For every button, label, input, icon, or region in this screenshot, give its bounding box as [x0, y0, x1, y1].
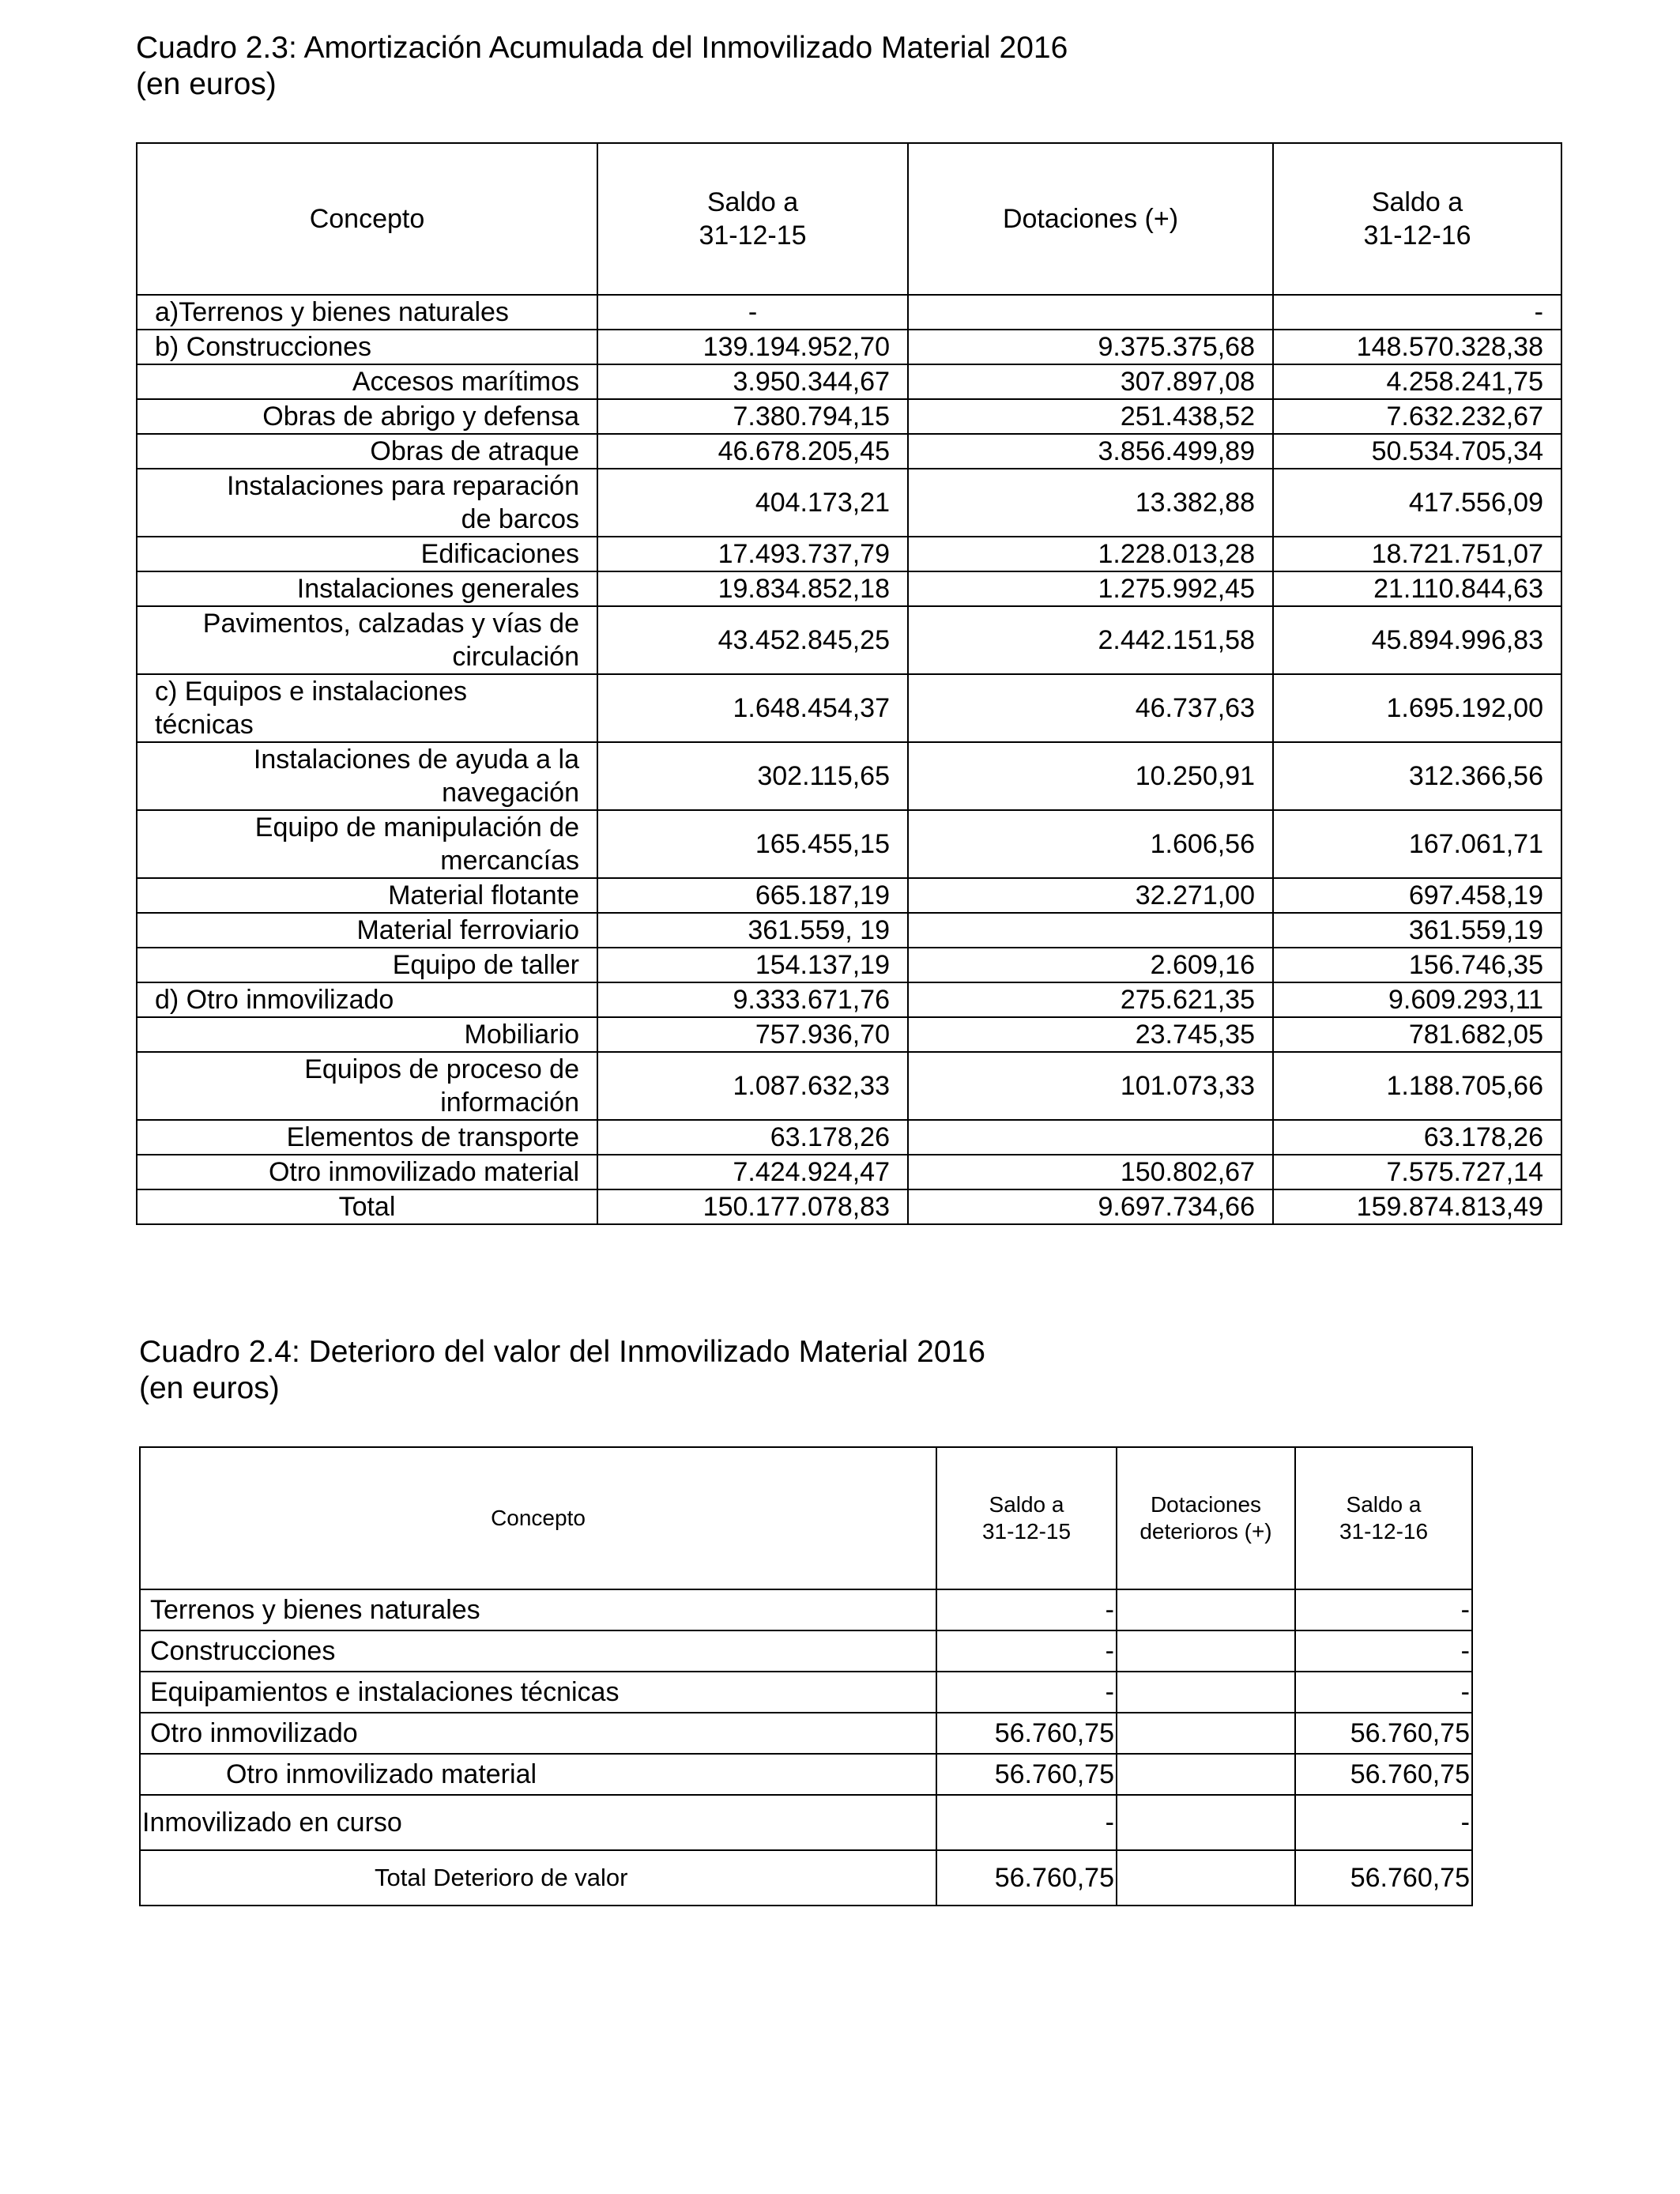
- row-saldo-2015: 63.178,26: [597, 1120, 908, 1155]
- row-dotaciones: [908, 1120, 1273, 1155]
- table-row: [137, 948, 1561, 982]
- row-saldo-2015: 43.452.845,25: [597, 606, 908, 674]
- row-concept: Accesos marítimos: [137, 364, 597, 399]
- row-concept: Inmovilizado en curso: [140, 1795, 936, 1850]
- table-row: [137, 364, 1561, 399]
- header-concepto: Concepto: [140, 1447, 936, 1589]
- row-saldo-2016: 9.609.293,11: [1273, 982, 1561, 1017]
- row-saldo-2016: 45.894.996,83: [1273, 606, 1561, 674]
- row-dotaciones: 3.856.499,89: [908, 434, 1273, 469]
- row-saldo-2016: -: [1273, 295, 1561, 330]
- row-concept: Terrenos y bienes naturales: [140, 1589, 936, 1630]
- row-dotaciones: [1117, 1795, 1295, 1850]
- row-saldo-2016: -: [1295, 1589, 1472, 1630]
- table-row: [137, 982, 1561, 1017]
- row-saldo-2015: 19.834.852,18: [597, 571, 908, 606]
- row-saldo-2016: 7.575.727,14: [1273, 1155, 1561, 1189]
- table-header-row: [140, 1447, 1472, 1589]
- table-row: [137, 399, 1561, 434]
- row-saldo-2015: 56.760,75: [936, 1754, 1117, 1795]
- row-dotaciones: 23.745,35: [908, 1017, 1273, 1052]
- row-saldo-2015: -: [597, 295, 908, 330]
- row-dotaciones: 1.275.992,45: [908, 571, 1273, 606]
- row-saldo-2016: 417.556,09: [1273, 469, 1561, 537]
- row-saldo-2015: 3.950.344,67: [597, 364, 908, 399]
- row-dotaciones: 150.802,67: [908, 1155, 1273, 1189]
- row-concept: a)Terrenos y bienes naturales: [137, 295, 597, 330]
- row-dotaciones: 2.442.151,58: [908, 606, 1273, 674]
- row-concept: Pavimentos, calzadas y vías de circulación: [137, 606, 597, 674]
- row-concept: Equipamientos e instalaciones técnicas: [140, 1672, 936, 1713]
- row-saldo-2016: -: [1295, 1630, 1472, 1672]
- row-concept: b) Construcciones: [137, 330, 597, 364]
- row-dotaciones: 32.271,00: [908, 878, 1273, 913]
- row-saldo-2015: 9.333.671,76: [597, 982, 908, 1017]
- amortizacion-table: [136, 142, 1562, 1225]
- total-saldo-2015: 150.177.078,83: [597, 1189, 908, 1224]
- table-row: [140, 1795, 1472, 1850]
- row-concept: Obras de abrigo y defensa: [137, 399, 597, 434]
- row-concept: Equipo de manipulación de mercancías: [137, 810, 597, 878]
- header-saldo-2016: Saldo a 31-12-16: [1295, 1447, 1472, 1589]
- row-dotaciones: [1117, 1630, 1295, 1672]
- row-saldo-2015: 1.648.454,37: [597, 674, 908, 742]
- cuadro-2-4-title-units: (en euros): [139, 1371, 280, 1405]
- row-dotaciones: 1.606,56: [908, 810, 1273, 878]
- row-saldo-2015: -: [936, 1795, 1117, 1850]
- row-concept: Elementos de transporte: [137, 1120, 597, 1155]
- row-saldo-2016: -: [1295, 1672, 1472, 1713]
- header-saldo-2015: Saldo a 31-12-15: [597, 143, 908, 295]
- row-saldo-2015: 46.678.205,45: [597, 434, 908, 469]
- table-row: [137, 742, 1561, 810]
- row-concept: Obras de atraque: [137, 434, 597, 469]
- row-saldo-2015: 165.455,15: [597, 810, 908, 878]
- row-saldo-2015: 1.087.632,33: [597, 1052, 908, 1120]
- row-dotaciones: [908, 913, 1273, 948]
- row-saldo-2015: -: [936, 1672, 1117, 1713]
- row-saldo-2016: 63.178,26: [1273, 1120, 1561, 1155]
- table-row: [137, 606, 1561, 674]
- table-row: [140, 1672, 1472, 1713]
- row-saldo-2016: 56.760,75: [1295, 1754, 1472, 1795]
- header-saldo-2016: Saldo a 31-12-16: [1273, 143, 1561, 295]
- row-concept: Otro inmovilizado: [140, 1713, 936, 1754]
- table-row: [137, 1155, 1561, 1189]
- table-row: [137, 1017, 1561, 1052]
- table-row: [140, 1589, 1472, 1630]
- row-saldo-2015: 17.493.737,79: [597, 537, 908, 571]
- row-saldo-2016: 21.110.844,63: [1273, 571, 1561, 606]
- total-saldo-2016: 56.760,75: [1295, 1850, 1472, 1906]
- row-saldo-2015: 139.194.952,70: [597, 330, 908, 364]
- row-dotaciones: 2.609,16: [908, 948, 1273, 982]
- table-row: [137, 571, 1561, 606]
- row-saldo-2016: 361.559,19: [1273, 913, 1561, 948]
- row-concept: Equipo de taller: [137, 948, 597, 982]
- total-dotaciones: [1117, 1850, 1295, 1906]
- row-concept: Instalaciones de ayuda a la navegación: [137, 742, 597, 810]
- row-saldo-2016: 1.188.705,66: [1273, 1052, 1561, 1120]
- table-row: [137, 295, 1561, 330]
- table-row: [137, 1052, 1561, 1120]
- total-row: [140, 1850, 1472, 1906]
- row-dotaciones: 9.375.375,68: [908, 330, 1273, 364]
- table-row: [137, 434, 1561, 469]
- row-saldo-2016: 697.458,19: [1273, 878, 1561, 913]
- table-row: [137, 1120, 1561, 1155]
- row-concept: c) Equipos e instalaciones técnicas: [137, 674, 597, 742]
- row-saldo-2016: 56.760,75: [1295, 1713, 1472, 1754]
- row-dotaciones: 10.250,91: [908, 742, 1273, 810]
- cuadro-2-4-title-line1: Cuadro 2.4: Deterioro del valor del Inmovilizado Material 2016: [139, 1335, 985, 1369]
- row-saldo-2015: 757.936,70: [597, 1017, 908, 1052]
- row-concept: Equipos de proceso de información: [137, 1052, 597, 1120]
- row-saldo-2016: -: [1295, 1795, 1472, 1850]
- row-saldo-2016: 4.258.241,75: [1273, 364, 1561, 399]
- row-concept: Otro inmovilizado material: [140, 1754, 936, 1795]
- table-row: [140, 1630, 1472, 1672]
- cuadro-2-3-title-units: (en euros): [136, 67, 277, 101]
- table-row: [137, 537, 1561, 571]
- table-row: [137, 913, 1561, 948]
- row-concept: Construcciones: [140, 1630, 936, 1672]
- row-saldo-2015: -: [936, 1589, 1117, 1630]
- row-saldo-2015: 404.173,21: [597, 469, 908, 537]
- row-saldo-2015: 302.115,65: [597, 742, 908, 810]
- row-dotaciones: 1.228.013,28: [908, 537, 1273, 571]
- row-dotaciones: [1117, 1672, 1295, 1713]
- table-row: [137, 810, 1561, 878]
- table-header-row: [137, 143, 1561, 295]
- row-saldo-2016: 7.632.232,67: [1273, 399, 1561, 434]
- row-saldo-2016: 781.682,05: [1273, 1017, 1561, 1052]
- row-concept: Material flotante: [137, 878, 597, 913]
- cuadro-2-3-title: [136, 30, 1068, 103]
- table-row: [137, 674, 1561, 742]
- total-saldo-2015: 56.760,75: [936, 1850, 1117, 1906]
- row-concept: Instalaciones para reparación de barcos: [137, 469, 597, 537]
- total-label: Total: [137, 1189, 597, 1224]
- row-saldo-2016: 148.570.328,38: [1273, 330, 1561, 364]
- row-concept: Mobiliario: [137, 1017, 597, 1052]
- row-dotaciones: 275.621,35: [908, 982, 1273, 1017]
- row-saldo-2015: -: [936, 1630, 1117, 1672]
- row-saldo-2015: 7.424.924,47: [597, 1155, 908, 1189]
- row-concept: Material ferroviario: [137, 913, 597, 948]
- row-dotaciones: 251.438,52: [908, 399, 1273, 434]
- row-dotaciones: 101.073,33: [908, 1052, 1273, 1120]
- row-concept: Otro inmovilizado material: [137, 1155, 597, 1189]
- header-dotaciones: Dotaciones (+): [908, 143, 1273, 295]
- row-saldo-2016: 18.721.751,07: [1273, 537, 1561, 571]
- table-row: [140, 1713, 1472, 1754]
- row-dotaciones: [1117, 1754, 1295, 1795]
- row-saldo-2016: 50.534.705,34: [1273, 434, 1561, 469]
- row-saldo-2016: 1.695.192,00: [1273, 674, 1561, 742]
- total-saldo-2016: 159.874.813,49: [1273, 1189, 1561, 1224]
- row-saldo-2015: 7.380.794,15: [597, 399, 908, 434]
- row-concept: Edificaciones: [137, 537, 597, 571]
- row-saldo-2016: 312.366,56: [1273, 742, 1561, 810]
- table-row: [137, 330, 1561, 364]
- row-dotaciones: 307.897,08: [908, 364, 1273, 399]
- total-dotaciones: 9.697.734,66: [908, 1189, 1273, 1224]
- row-concept: d) Otro inmovilizado: [137, 982, 597, 1017]
- row-dotaciones: [1117, 1589, 1295, 1630]
- table-row: [140, 1754, 1472, 1795]
- row-saldo-2016: 156.746,35: [1273, 948, 1561, 982]
- row-dotaciones: [908, 295, 1273, 330]
- cuadro-2-3-title-line1: Cuadro 2.3: Amortización Acumulada del Inmovilizado Material 2016: [136, 31, 1068, 65]
- cuadro-2-4-title: [139, 1334, 985, 1407]
- deterioro-table: [139, 1446, 1473, 1906]
- row-saldo-2016: 167.061,71: [1273, 810, 1561, 878]
- header-dotaciones: Dotaciones deterioros (+): [1117, 1447, 1295, 1589]
- header-saldo-2015: Saldo a 31-12-15: [936, 1447, 1117, 1589]
- row-dotaciones: [1117, 1713, 1295, 1754]
- table-row: [137, 469, 1561, 537]
- row-saldo-2015: 665.187,19: [597, 878, 908, 913]
- total-row: [137, 1189, 1561, 1224]
- row-concept: Instalaciones generales: [137, 571, 597, 606]
- total-label: Total Deterioro de valor: [140, 1850, 936, 1906]
- row-saldo-2015: 361.559, 19: [597, 913, 908, 948]
- row-dotaciones: 13.382,88: [908, 469, 1273, 537]
- table-row: [137, 878, 1561, 913]
- row-saldo-2015: 56.760,75: [936, 1713, 1117, 1754]
- row-saldo-2015: 154.137,19: [597, 948, 908, 982]
- row-dotaciones: 46.737,63: [908, 674, 1273, 742]
- header-concepto: Concepto: [137, 143, 597, 295]
